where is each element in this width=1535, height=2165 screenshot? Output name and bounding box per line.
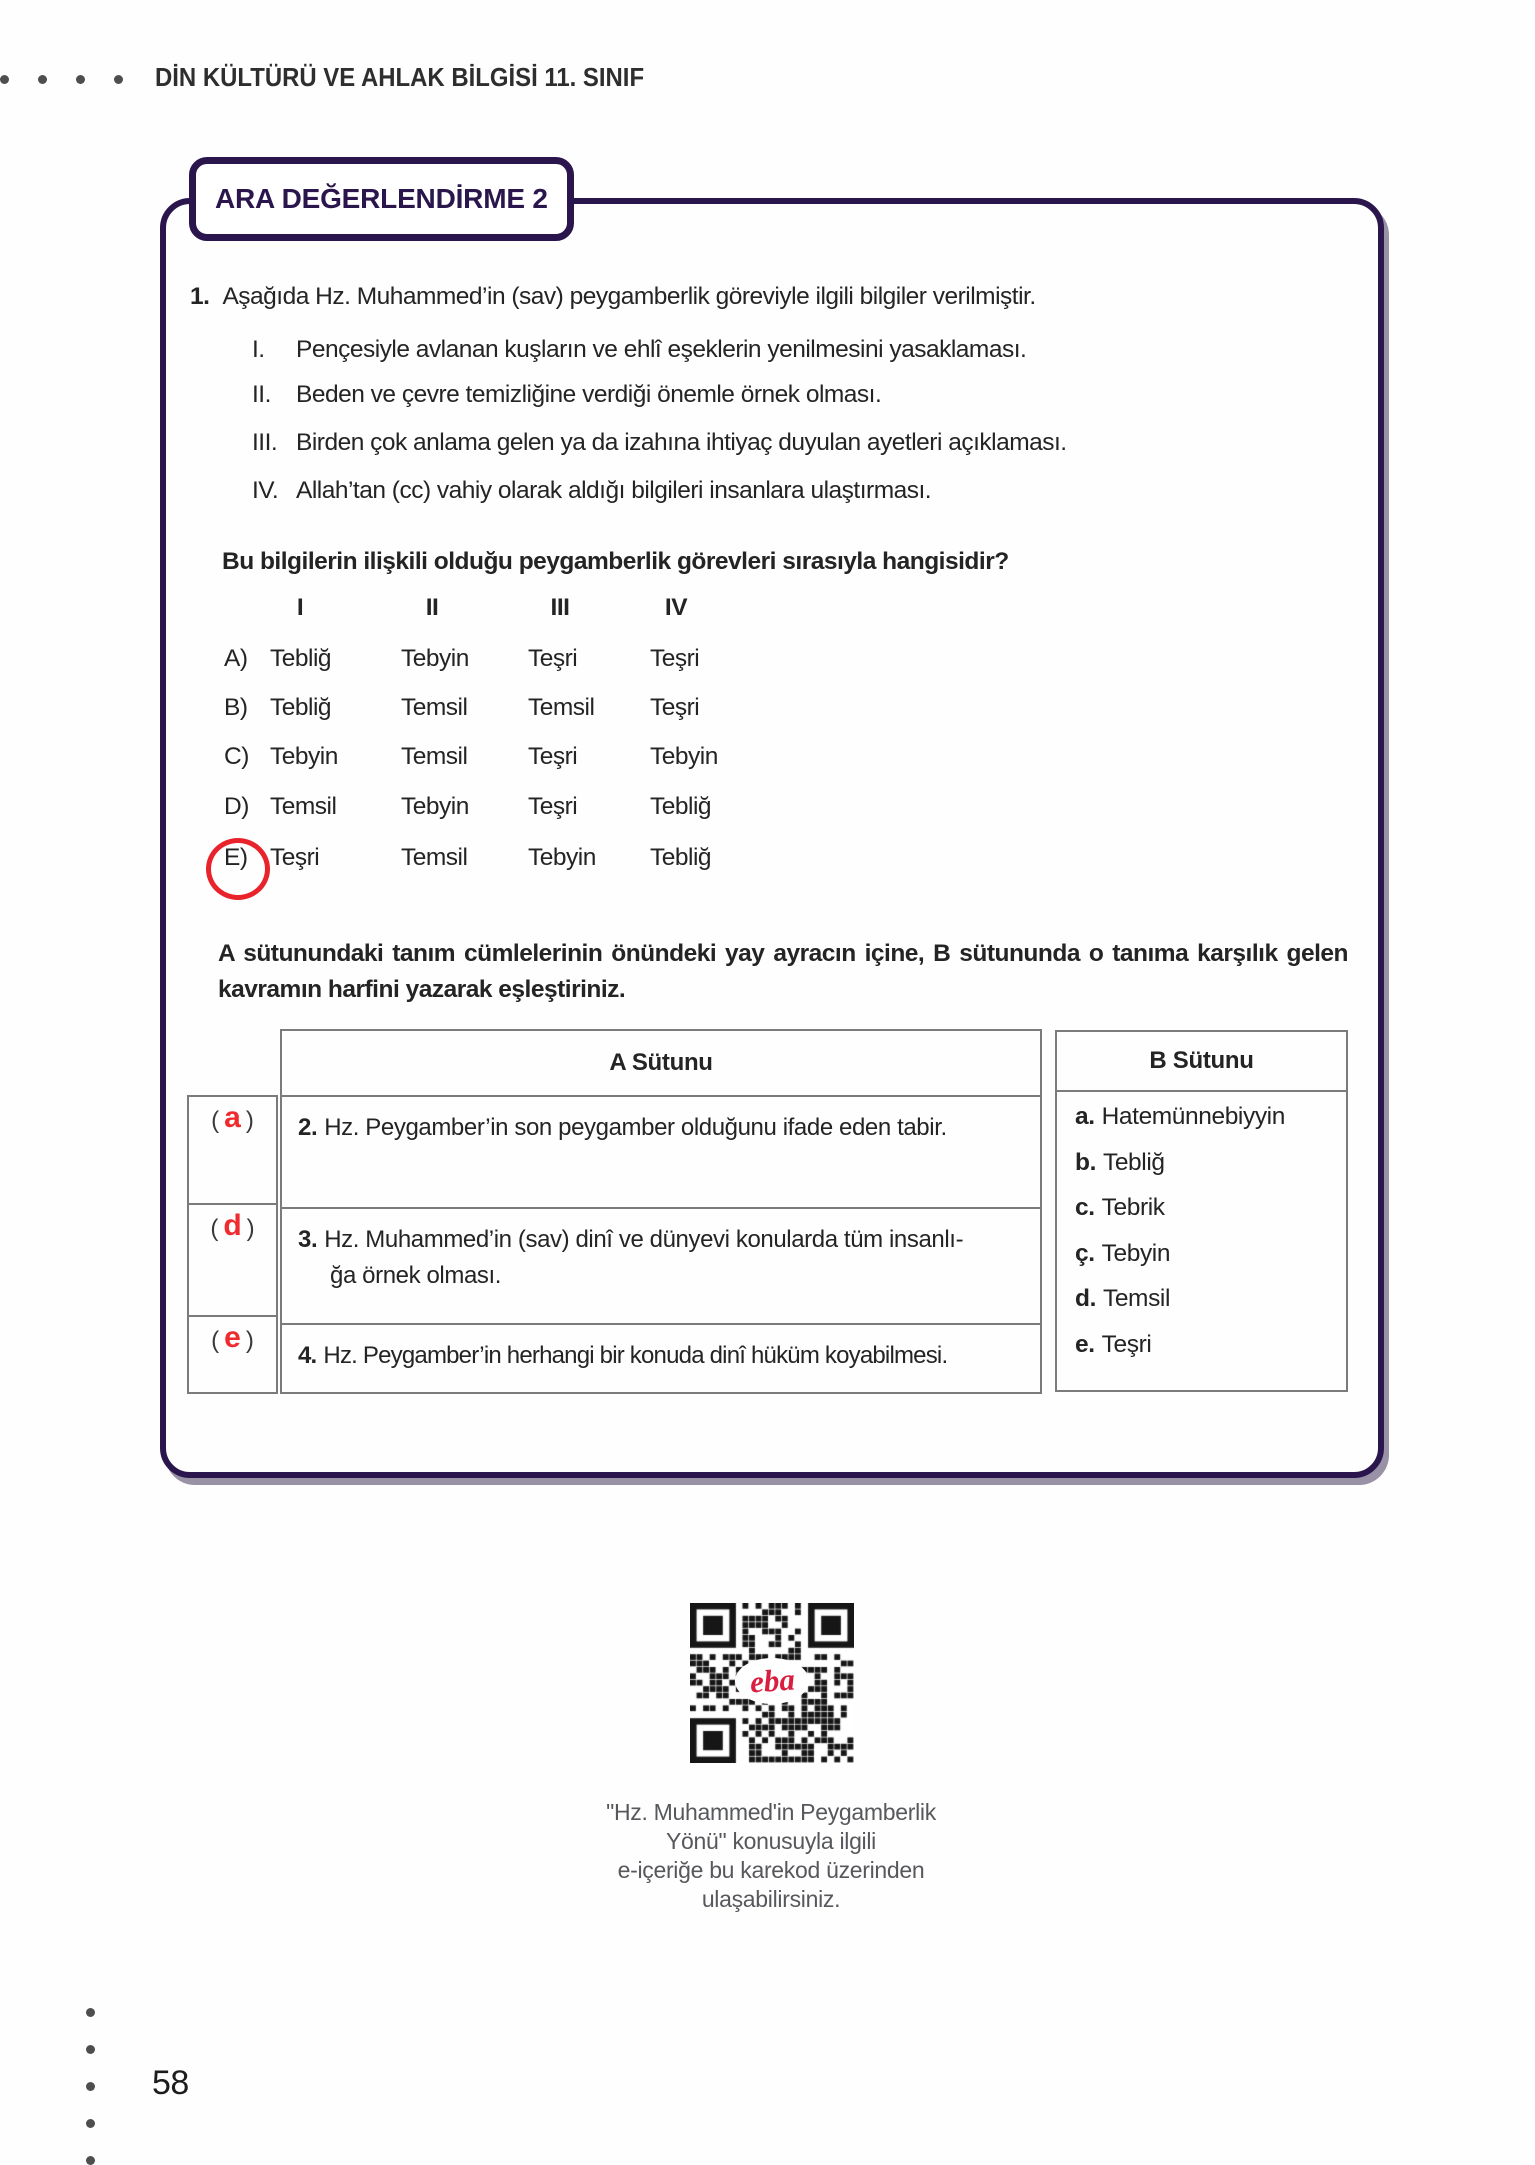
options-col-header: I [296, 594, 304, 621]
option-letter: E) [224, 844, 248, 871]
dot-icon [114, 75, 123, 84]
header-dots [0, 75, 123, 84]
qr-code [690, 1603, 854, 1763]
column-a-row: 3. Hz. Muhammed’in (sav) dinî ve dünyevi konularda tüm insanlı- ğa örnek olması. [282, 1209, 1040, 1325]
column-b-header: B Sütunu [1057, 1032, 1346, 1092]
column-a-row: 4. Hz. Peygamber’in herhangi bir konuda dinî hüküm koyabilmesi. [298, 1342, 948, 1369]
roman-item-text: Allah’tan (cc) vahiy olarak aldığı bilgileri insanlara ulaştırması. [296, 477, 932, 504]
column-b-item: a. Hatemünnebiyyin [1075, 1103, 1285, 1130]
option-row-c: C) Tebyin Temsil Teşri Tebyin [224, 743, 718, 770]
evaluation-box-title [189, 157, 574, 241]
column-b-item: ç. Tebyin [1075, 1239, 1171, 1267]
answer-cell: ( e ) [211, 1321, 254, 1354]
dot-icon [86, 2008, 95, 2017]
column-a-header: A Sütunu [282, 1031, 1040, 1097]
question-prompt: Bu bilgilerin ilişkili olduğu peygamberlik görevleri sırasıyla hangisidir? [222, 548, 1009, 575]
page-number: 58 [152, 2064, 189, 2102]
dot-icon [0, 75, 9, 84]
roman-numeral: II. [252, 381, 271, 408]
matching-column-a [280, 1029, 1042, 1394]
page-header-title: DİN KÜLTÜRÜ VE AHLAK BİLGİSİ 11. SINIF [155, 62, 645, 92]
roman-item-text: Birden çok anlama gelen ya da izahına ihtiyaç duyulan ayetleri açıklaması. [296, 429, 1067, 456]
column-b-item: c. Tebrik [1075, 1194, 1165, 1221]
roman-item-text: Beden ve çevre temizliğine verdiği önemle örnek olması. [296, 381, 882, 408]
eba-logo: eba [735, 1658, 809, 1704]
options-header-row [0, 594, 1535, 626]
column-b-item: b. Tebliğ [1075, 1148, 1165, 1176]
option-row-b: B) Tebliğ Temsil Temsil Teşri [224, 694, 700, 721]
dot-icon [86, 2156, 95, 2165]
column-b-list [1057, 1092, 1346, 1376]
correct-answer-circle [206, 838, 270, 900]
roman-numeral: IV. [252, 477, 279, 504]
dot-icon [86, 2082, 95, 2091]
dot-icon [86, 2119, 95, 2128]
option-letter: C) [224, 743, 249, 770]
roman-numeral: I. [252, 336, 265, 363]
matching-answer-column [187, 1095, 278, 1394]
answer-cell: ( a ) [189, 1097, 276, 1205]
footer-dots [86, 2008, 95, 2165]
dot-icon [86, 2045, 95, 2054]
evaluation-box-title-label: ARA DEĞERLENDİRME 2 [215, 183, 548, 214]
options-col-header: II [425, 594, 439, 621]
matching-instruction: A sütunundaki tanım cümlelerinin önündeki yay ayracın içine, B sütununda o tanıma karşılık gelen kavramın harfini yazarak eşleştiriniz. [218, 940, 1348, 1003]
dot-icon [76, 75, 85, 84]
option-letter: D) [224, 793, 249, 820]
option-row-a: A) Tebliğ Tebyin Teşri Teşri [224, 645, 700, 672]
option-row-e: E) Teşri Temsil Tebyin Tebliğ [224, 844, 712, 871]
column-b-item: d. Temsil [1075, 1285, 1171, 1312]
qr-caption: "Hz. Muhammed'in Peygamberlik Yönü" konusuyla ilgili e-içeriğe bu karekod üzerinden ulaşabilirsiniz. [606, 1799, 936, 1912]
column-a-row: 2. Hz. Peygamber’in son peygamber olduğunu ifade eden tabir. [282, 1097, 1040, 1209]
handwritten-answer: a [224, 1101, 241, 1134]
option-letter: A) [224, 645, 248, 672]
option-letter: B) [224, 694, 248, 721]
question-stem: 1. Aşağıda Hz. Muhammed’in (sav) peygamberlik göreviyle ilgili bilgiler verilmiştir. [190, 283, 1036, 310]
dot-icon [38, 75, 47, 84]
options-col-header: III [550, 594, 570, 621]
question-number: 1. [190, 283, 210, 310]
option-row-d: D) Temsil Tebyin Teşri Tebliğ [224, 793, 712, 820]
roman-item-text: Pençesiyle avlanan kuşların ve ehlî eşeklerin yenilmesini yasaklaması. [296, 336, 1027, 363]
column-b-item: e. Teşri [1075, 1330, 1152, 1358]
answer-cell: ( d ) [189, 1205, 276, 1317]
matching-column-b [1055, 1030, 1348, 1392]
roman-numeral: III. [252, 429, 278, 456]
options-col-header: IV [664, 594, 688, 621]
handwritten-answer: d [223, 1209, 242, 1242]
handwritten-answer: e [224, 1321, 241, 1354]
